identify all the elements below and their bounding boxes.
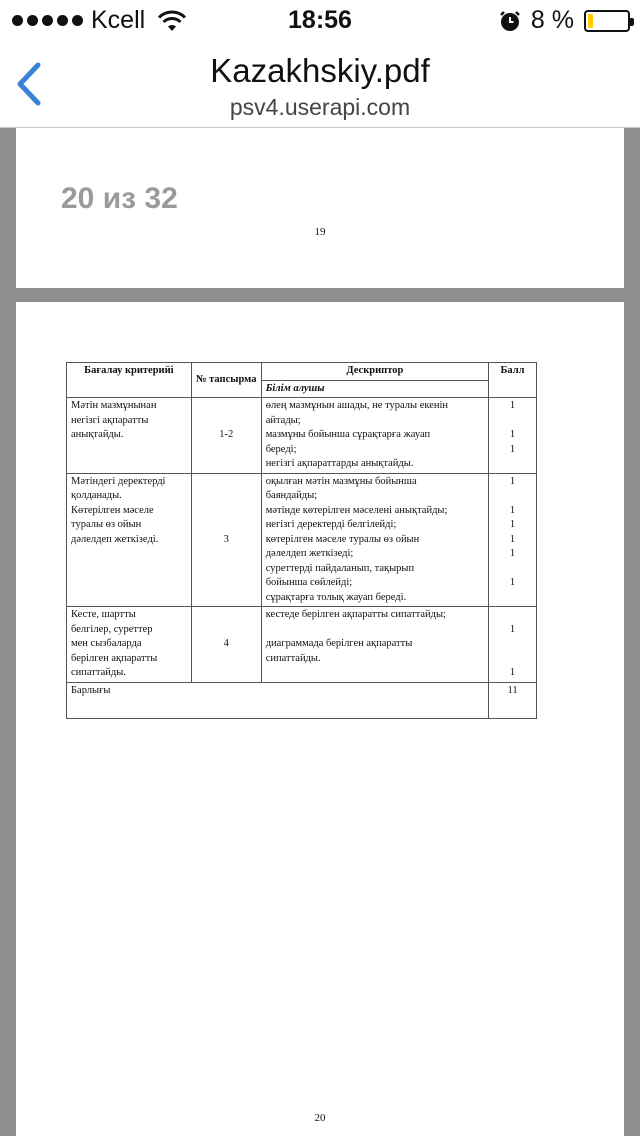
status-time: 18:56 bbox=[288, 6, 352, 34]
table-row bbox=[67, 398, 537, 474]
page-indicator: 20 из 32 bbox=[61, 182, 178, 215]
battery-icon bbox=[584, 10, 630, 32]
score-cell: 1 1 1 bbox=[489, 398, 537, 474]
table-row bbox=[67, 473, 537, 607]
header-score: Балл bbox=[489, 363, 537, 398]
document-title: Kazakhskiy.pdf bbox=[210, 52, 430, 89]
total-label: Барлығы bbox=[67, 682, 489, 718]
battery-level-fill bbox=[588, 14, 593, 28]
header-learner: Білім алушы bbox=[261, 380, 488, 398]
pdf-page-previous[interactable] bbox=[16, 128, 624, 288]
status-bar bbox=[0, 0, 640, 40]
table-header-row bbox=[67, 363, 537, 381]
header-descriptor: Дескриптор bbox=[261, 363, 488, 381]
page-number: 20 bbox=[314, 1112, 326, 1124]
status-right bbox=[499, 6, 630, 35]
task-cell: 1-2 bbox=[191, 398, 261, 474]
task-cell: 3 bbox=[191, 473, 261, 607]
navigation-bar bbox=[0, 40, 640, 128]
criteria-cell: Мәтін мазмұнынан негізгі ақпаратты анықтайды. bbox=[67, 398, 192, 474]
descriptor-cell: кестеде берілген ақпаратты сипаттайды; диаграммада берілген ақпаратты сипаттайды. bbox=[261, 607, 488, 683]
carrier-name: Kcell bbox=[91, 6, 146, 34]
document-source: psv4.userapi.com bbox=[229, 94, 411, 120]
score-cell: 1 1 1 1 1 1 bbox=[489, 473, 537, 607]
criteria-cell: Мәтіндегі деректерді қолданады. Көтерілген мәселе туралы өз ойын дәлелдеп жеткізеді. bbox=[67, 473, 192, 607]
table-total-row bbox=[67, 682, 537, 718]
pdf-page-current[interactable] bbox=[16, 302, 624, 1136]
previous-page-number: 19 bbox=[314, 226, 326, 238]
score-cell: 1 1 bbox=[489, 607, 537, 683]
criteria-cell: Кесте, шартты белгілер, суреттер мен сызбаларда берілген ақпаратты сипаттайды. bbox=[67, 607, 192, 683]
header-task: № тапсырма bbox=[191, 363, 261, 398]
descriptor-cell: өлең мазмұнын ашады, не туралы екенін айтады; мазмұны бойынша сұрақтарға жауап береді; негізгі ақпараттарды анықтайды. bbox=[261, 398, 488, 474]
assessment-criteria-table bbox=[66, 362, 537, 719]
alarm-clock-icon bbox=[499, 10, 521, 32]
battery-percent: 8 % bbox=[530, 6, 574, 34]
task-cell: 4 bbox=[191, 607, 261, 683]
table-row bbox=[67, 607, 537, 683]
descriptor-cell: оқылған мәтін мазмұны бойынша баяндайды; мәтінде көтерілген мәселені анықтайды; негізгі деректерді белгілейді; көтерілген мәселе туралы өз ойын дәлелдеп жеткізеді; суреттерді пайдаланып, тақырып бойынша сөйлейді; сұрақтарға толық жауап береді. bbox=[261, 473, 488, 607]
header-criteria: Бағалау критерийі bbox=[67, 363, 192, 398]
total-score: 11 bbox=[489, 682, 537, 718]
